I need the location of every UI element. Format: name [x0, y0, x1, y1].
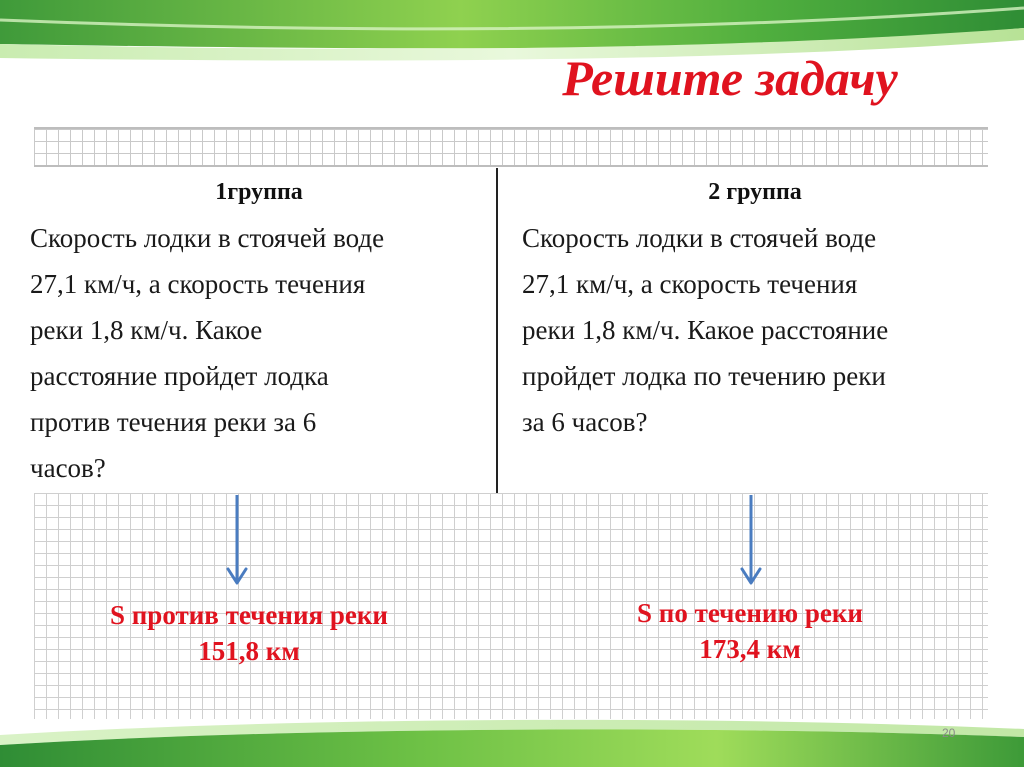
- group-1-problem-line: часов?: [30, 453, 106, 483]
- column-divider: [496, 168, 498, 493]
- group-2-problem-text: [522, 215, 992, 445]
- grid-band-top: [34, 127, 988, 167]
- group-1-problem-line: Скорость лодки в стоячей воде: [30, 223, 385, 253]
- group-2-answer: [540, 595, 960, 667]
- group-2-header: 2 группа: [708, 179, 802, 205]
- group-2-problem-line: Скорость лодки в стоячей воде: [522, 223, 877, 253]
- group-2-problem-line: 27,1 км/ч, а скорость течения: [522, 269, 858, 299]
- group-2-answer-label: S по течению реки: [637, 598, 863, 628]
- arrow-down-icon: [739, 495, 763, 587]
- group-2-problem-line: пройдет лодка по течению реки: [522, 361, 886, 391]
- group-1-problem-line: реки 1,8 км/ч. Какое: [30, 315, 263, 345]
- group-1-header: 1группа: [215, 179, 303, 205]
- arrow-down-icon: [225, 495, 249, 587]
- group-1-problem-line: против течения реки за 6: [30, 407, 317, 437]
- group-1-answer-value: 151,8 км: [198, 636, 300, 666]
- group-2-problem-line: за 6 часов?: [522, 407, 648, 437]
- group-2-problem-line: реки 1,8 км/ч. Какое расстояние: [522, 315, 889, 345]
- group-1-problem-line: 27,1 км/ч, а скорость течения: [30, 269, 366, 299]
- group-1-answer: [34, 597, 464, 669]
- group-1-answer-label: S против течения реки: [109, 600, 388, 630]
- group-2-answer-value: 173,4 км: [699, 634, 801, 664]
- bottom-swoosh-decoration: [0, 707, 1024, 767]
- slide-title: Решите задачу: [562, 50, 898, 106]
- page-number: 20: [942, 726, 956, 740]
- group-1-problem-text: [30, 215, 490, 491]
- group-1-problem-line: расстояние пройдет лодка: [30, 361, 329, 391]
